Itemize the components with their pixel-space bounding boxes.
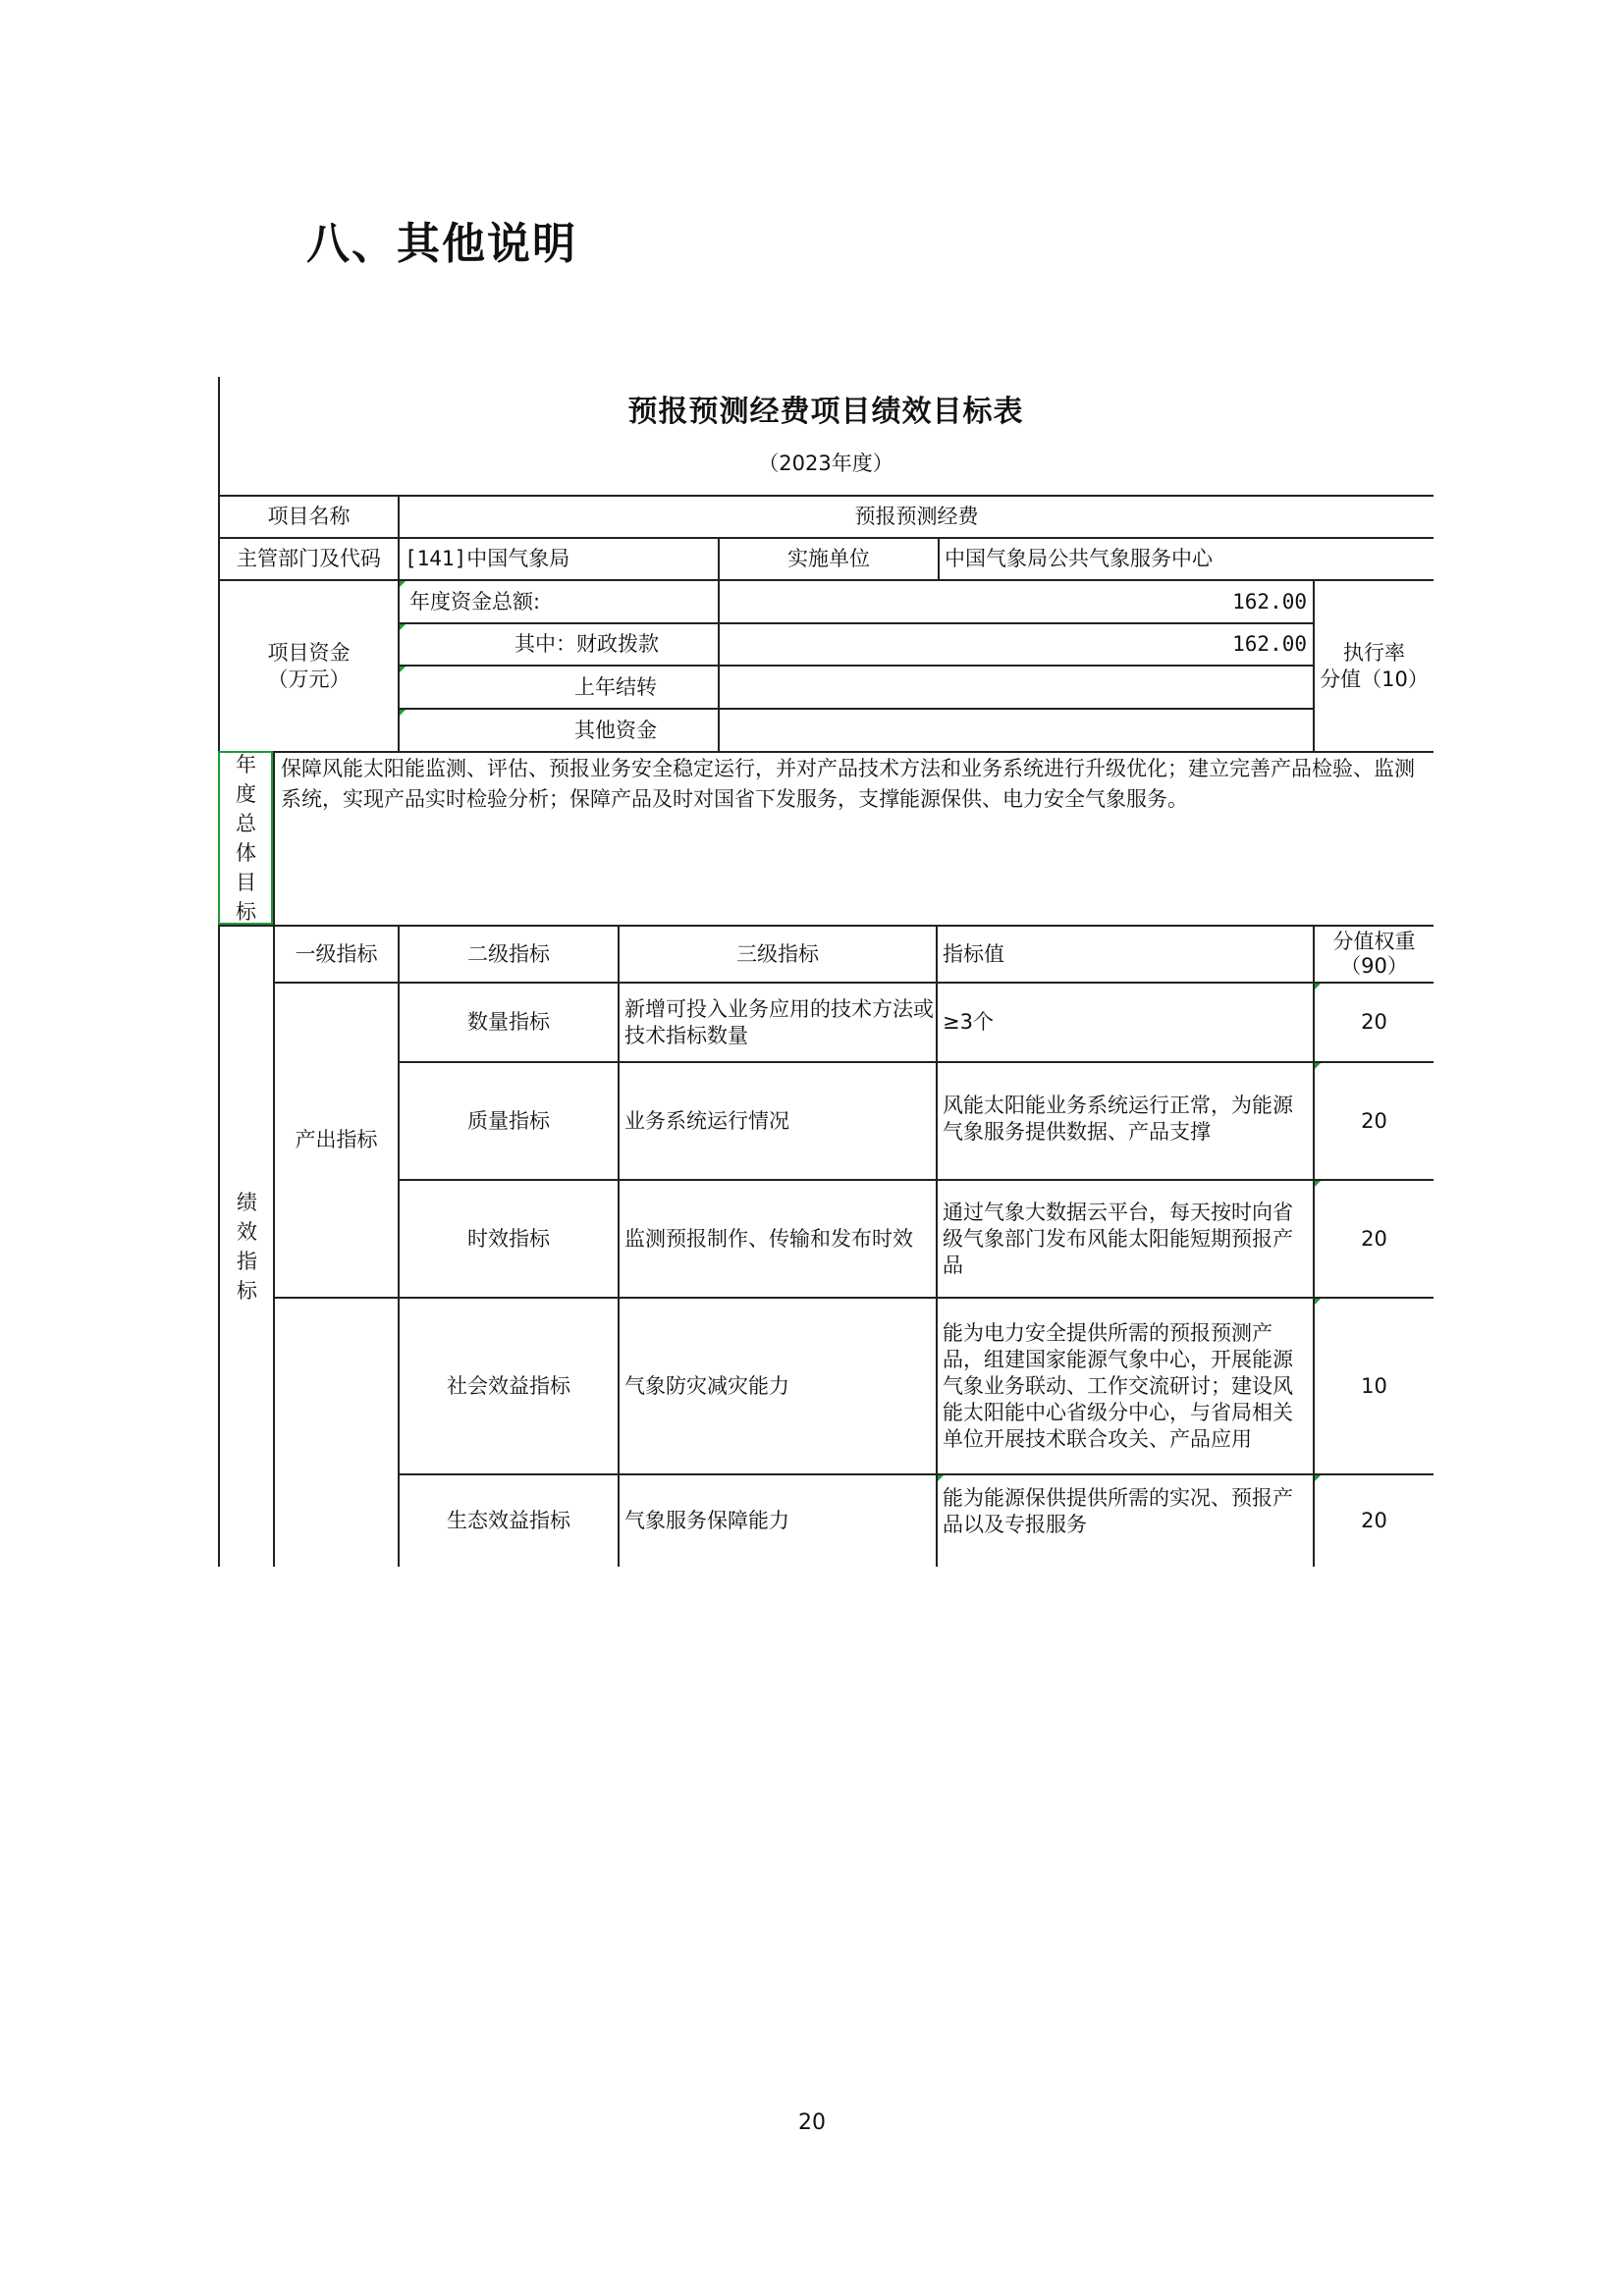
header-level3: 三级指标 xyxy=(736,941,819,966)
table-row-value: 通过气象大数据云平台，每天按时向省级气象部门发布风能太阳能短期预报产品 xyxy=(943,1200,1293,1277)
header-level1: 一级指标 xyxy=(295,941,378,966)
exec-rate-line1: 执行率 xyxy=(1343,640,1405,665)
table-row-level3: 新增可投入业务应用的技术方法或技术指标数量 xyxy=(624,996,934,1047)
table-row-level3: 气象防灾减灾能力 xyxy=(624,1373,789,1398)
table-row-value: ≥3个 xyxy=(943,1010,994,1034)
green-border xyxy=(271,751,273,925)
table-row-weight: 10 xyxy=(1361,1373,1387,1398)
funds-row-value: 162.00 xyxy=(1232,632,1307,656)
table-row-value: 能为能源保供提供所需的实况、预报产品以及专报服务 xyxy=(943,1486,1293,1536)
funds-row-label: 其中：财政拨款 xyxy=(514,632,659,656)
table-row-value: 能为电力安全提供所需的预报预测产品，组建国家能源气象中心，开展能源气象业务联动、工作交流研讨；建设风能太阳能中心省级分中心，与省局相关单位开展技术联合攻关、产品应用 xyxy=(943,1320,1293,1451)
funds-row-value xyxy=(720,710,1313,751)
funds-row-value: 162.00 xyxy=(1232,589,1307,614)
funds-row-value xyxy=(720,667,1313,708)
header-weight xyxy=(1315,927,1434,982)
table-row-value: 风能太阳能业务系统运行正常，为能源气象服务提供数据、产品支撑 xyxy=(943,1094,1293,1144)
page-number: 20 xyxy=(798,2110,826,2135)
table-row-weight: 20 xyxy=(1361,1226,1387,1251)
table-row-level2: 生态效益指标 xyxy=(447,1509,570,1532)
table-row-weight: 20 xyxy=(1361,1509,1387,1532)
header-value: 指标值 xyxy=(943,941,1004,966)
section-heading: 八、其他说明 xyxy=(306,219,577,269)
project-name-label: 项目名称 xyxy=(267,505,351,528)
table-row-level2: 数量指标 xyxy=(467,1010,550,1034)
header-weight-line1: 分值权重 xyxy=(1332,930,1416,953)
table-row-weight: 20 xyxy=(1361,1108,1387,1133)
funds-row-label: 年度资金总额: xyxy=(409,589,541,614)
output-indicators-label: 产出指标 xyxy=(295,1128,378,1151)
funds-row-label: 上年结转 xyxy=(574,674,657,699)
implementing-unit-label: 实施单位 xyxy=(787,547,870,570)
project-name-value: 预报预测经费 xyxy=(854,505,979,528)
funds-row-label: 其他资金 xyxy=(574,718,657,742)
table-row-level2: 质量指标 xyxy=(467,1108,550,1133)
header-weight-line2: （90） xyxy=(1340,954,1408,978)
table-row-level3: 业务系统运行情况 xyxy=(624,1108,789,1133)
annual-goal-label-text: 年度总体目标 xyxy=(236,752,256,924)
performance-indicators-label xyxy=(220,927,273,1567)
funds-label-line1: 项目资金 xyxy=(267,640,351,665)
table-subtitle: （2023年度） xyxy=(758,452,893,475)
table-row-level2: 社会效益指标 xyxy=(447,1373,570,1398)
annual-goal-text: 保障风能太阳能监测、评估、预报业务安全稳定运行，并对产品技术方法和业务系统进行升级优化；建立完善产品检验、监测系统，实现产品实时检验分析；保障产品及时对国省下发服务，支撑能源保供、电力安全气象服务。 xyxy=(281,757,1415,811)
table-row-level3: 气象服务保障能力 xyxy=(624,1509,789,1532)
execution-rate-label xyxy=(1315,581,1434,751)
performance-target-table xyxy=(218,377,1434,1567)
table-row-weight: 20 xyxy=(1361,1010,1387,1034)
header-level2: 二级指标 xyxy=(467,941,550,966)
exec-rate-line2: 分值（10） xyxy=(1320,667,1429,691)
table-row-level3: 监测预报制作、传输和发布时效 xyxy=(624,1226,913,1251)
funds-label-line2: （万元） xyxy=(267,667,351,691)
department-value: [141]中国气象局 xyxy=(405,547,570,570)
implementing-unit-value: 中国气象局公共气象服务中心 xyxy=(945,547,1213,570)
annual-goal-label xyxy=(220,753,271,923)
project-funds-label xyxy=(220,581,398,751)
table-row-level2: 时效指标 xyxy=(467,1226,550,1251)
table-title: 预报预测经费项目绩效目标表 xyxy=(627,395,1024,429)
performance-indicators-label-text: 绩效指标 xyxy=(237,1191,257,1303)
department-label: 主管部门及代码 xyxy=(237,547,381,570)
